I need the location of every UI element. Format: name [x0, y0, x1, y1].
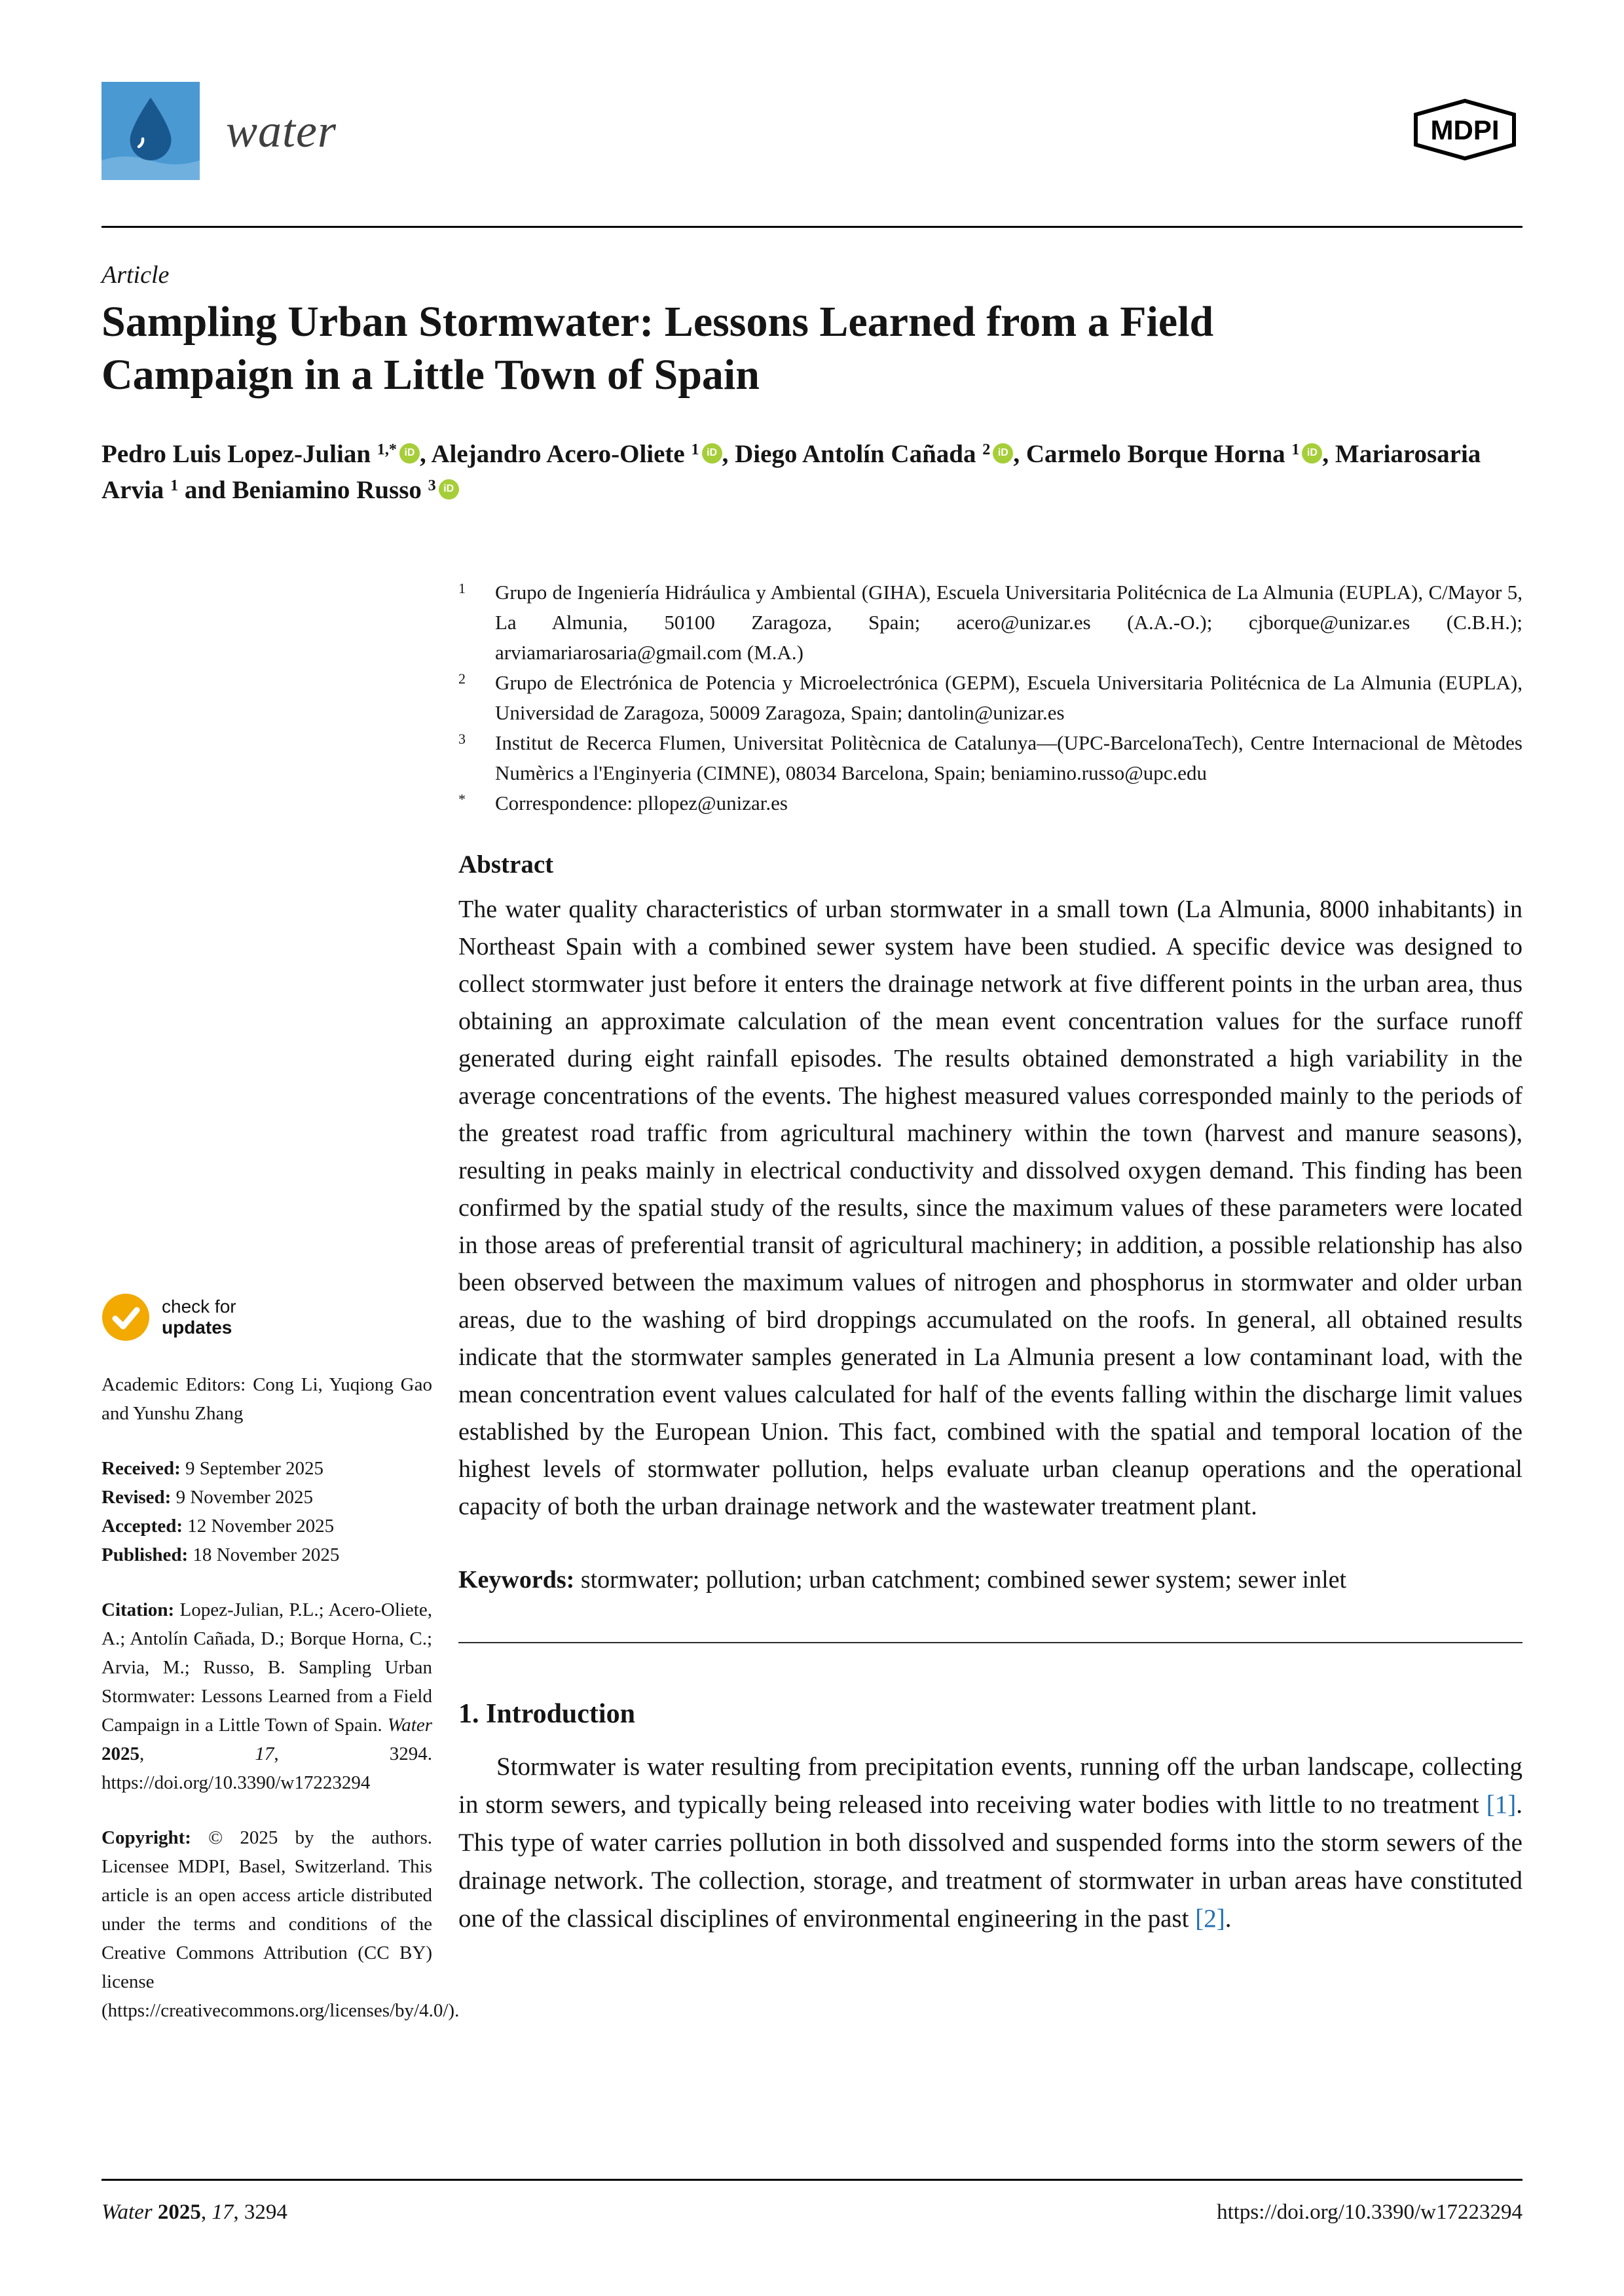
orcid-icon[interactable]: iD [993, 443, 1013, 464]
affiliation-text: Grupo de Ingeniería Hidráulica y Ambiental (GIHA), Escuela Universitaria Politécnica de La Almunia (EUPLA), C/Mayor 5, La Almunia, 50100 Zaragoza, Spain; acero@unizar.es (A.A.-O.); cjborque@unizar.es (C.B.H.); arviamariarosaria@gmail.com (M.A.) [495, 581, 1522, 664]
introduction-paragraph: Stormwater is water resulting from precipitation events, running off the urban landscape, collecting in storm sewers, and typically being released into receiving water bodies with little to no treatment [1]. This type of water carries pollution in both dissolved and suspended forms into the storm sewers of the drainage network. The collection, storage, and treatment of stormwater in urban areas have constituted one of the classical disciplines of environmental engineering in the past [2]. [458, 1753, 1522, 1933]
article-type-label: Article [101, 261, 170, 289]
affiliation-text: Grupo de Electrónica de Potencia y Microelectrónica (GEPM), Escuela Universitaria Politécnica de La Almunia (EUPLA), Universidad de Zaragoza, 50009 Zaragoza, Spain; dantolin@unizar.es [495, 671, 1522, 724]
affiliation-item [458, 728, 1522, 788]
citation-note: Citation: Lopez-Julian, P.L.; Acero-Oliete, A.; Antolín Cañada, D.; Borque Horna, C.; Arvia, M.; Russo, B. Sampling Urban Stormwater: Lessons Learned from a Field Campaign in a Little Town of Spain. Water 2025, 17, 3294. https://doi.org/10.3390/w17223294 [101, 1599, 432, 1793]
academic-editors: Academic Editors: Cong Li, Yuqiong Gao and Yunshu Zhang [101, 1374, 432, 1424]
abstract-heading: Abstract [458, 850, 554, 879]
header-rule [101, 226, 1522, 228]
affiliations-list [458, 577, 1522, 818]
article-history [101, 1454, 432, 1569]
orcid-icon[interactable]: iD [1302, 443, 1322, 464]
copyright-note: Copyright: © 2025 by the authors. Licensee MDPI, Basel, Switzerland. This article is an open access article distributed under the terms and conditions of the Creative Commons Attribution (CC BY) license (https://creativecommons.org/licenses/by/4.0/). [101, 1827, 460, 2021]
keywords-line: Keywords: stormwater; pollution; urban catchment; combined sewer system; sewer inlet [458, 1566, 1347, 1594]
affiliation-text: Institut de Recerca Flumen, Universitat Politècnica de Catalunya—(UPC-BarcelonaTech), Centre Internacional de Mètodes Numèrics a l'Enginyeria (CIMNE), 08034 Barcelona, Spain; beniamino.russo@upc.edu [495, 731, 1522, 784]
footer-doi-link[interactable]: https://doi.org/10.3390/w17223294 [1217, 2200, 1522, 2224]
page-footer [101, 2179, 1522, 2225]
footer-citation: Water 2025, 17, 3294 [101, 2200, 287, 2224]
section-heading-introduction: 1. Introduction [458, 1699, 635, 1729]
mdpi-logo-icon [1407, 98, 1522, 162]
affiliation-marker: 1 [458, 580, 466, 596]
affiliation-item [458, 788, 1522, 818]
reference-link[interactable]: [2] [1195, 1904, 1225, 1933]
history-revised: Revised: 9 November 2025 [101, 1487, 313, 1508]
journal-wordmark: water [226, 104, 337, 157]
orcid-icon[interactable]: iD [702, 443, 722, 464]
history-received: Received: 9 September 2025 [101, 1458, 324, 1479]
affiliation-marker: 3 [458, 731, 466, 747]
affiliation-item [458, 577, 1522, 668]
mdpi-logo [1407, 98, 1522, 165]
sidebar [101, 1293, 460, 2025]
main-column [458, 577, 1522, 1938]
page-header [101, 80, 1522, 182]
water-journal-logo [101, 82, 337, 180]
orcid-icon[interactable]: iD [399, 443, 420, 464]
check-for-updates-badge[interactable] [101, 1293, 432, 1341]
section-divider [458, 1642, 1522, 1643]
orcid-icon[interactable]: iD [439, 479, 459, 500]
article-title: Sampling Urban Stormwater: Lessons Learned from a Field Campaign in a Little Town of Spain [101, 298, 1214, 399]
water-drop-icon [101, 82, 200, 180]
history-published: Published: 18 November 2025 [101, 1544, 340, 1565]
reference-link[interactable]: [1] [1486, 1791, 1517, 1819]
author-list: Pedro Luis Lopez-Julian $^{1,*}$ iD , Alejandro Acero-Oliete $^1$ iD , Diego Antolín Cañada $^2$ iD , Carmelo Borque Horna $^1$ iD , Mariarosaria Arvia $^1$ and Beniamino Russo $^3$ iD [101, 440, 1481, 505]
check-updates-icon [101, 1293, 150, 1341]
check-updates-label: check for updates [162, 1296, 236, 1338]
affiliation-marker: 2 [458, 670, 466, 687]
affiliation-text: Correspondence: pllopez@unizar.es [495, 792, 788, 814]
affiliation-item [458, 668, 1522, 728]
history-accepted: Accepted: 12 November 2025 [101, 1516, 335, 1537]
svg-text:MDPI: MDPI [1430, 114, 1500, 145]
abstract-text: The water quality characteristics of urban stormwater in a small town (La Almunia, 8000 inhabitants) in Northeast Spain with a combined sewer system have been studied. A specific device was designed to collect stormwater just before it enters the drainage network at five different points in the urban area, thus obtaining an approximate calculation of the mean event concentration values for the surface runoff generated during eight rainfall episodes. The results obtained demonstrated a high variability in the average concentrations of the events. The highest measured values corresponded mainly to the periods of the greatest road traffic from agricultural machinery within the town (harvest and manure seasons), resulting in peaks mainly in electrical conductivity and dissolved oxygen demand. This finding has been confirmed by the spatial study of the results, since the maximum values of these parameters were located in those areas of preferential transit of agricultural machinery; in addition, a possible relationship has also been observed between the maximum values of nitrogen and phosphorus in stormwater and older urban areas, due to the washing of bird droppings accumulated on the roofs. In general, all obtained results indicate that the stormwater samples generated in La Almunia present a low contaminant load, with the mean concentration event values calculated for half of the events falling within the discharge limit values established by the European Union. This fact, combined with the spatial and temporal location of the highest levels of stormwater pollution, helps evaluate urban cleanup operations and the operational capacity of both the urban drainage network and the wastewater treatment plant. [458, 896, 1522, 1520]
affiliation-marker: * [458, 791, 466, 807]
